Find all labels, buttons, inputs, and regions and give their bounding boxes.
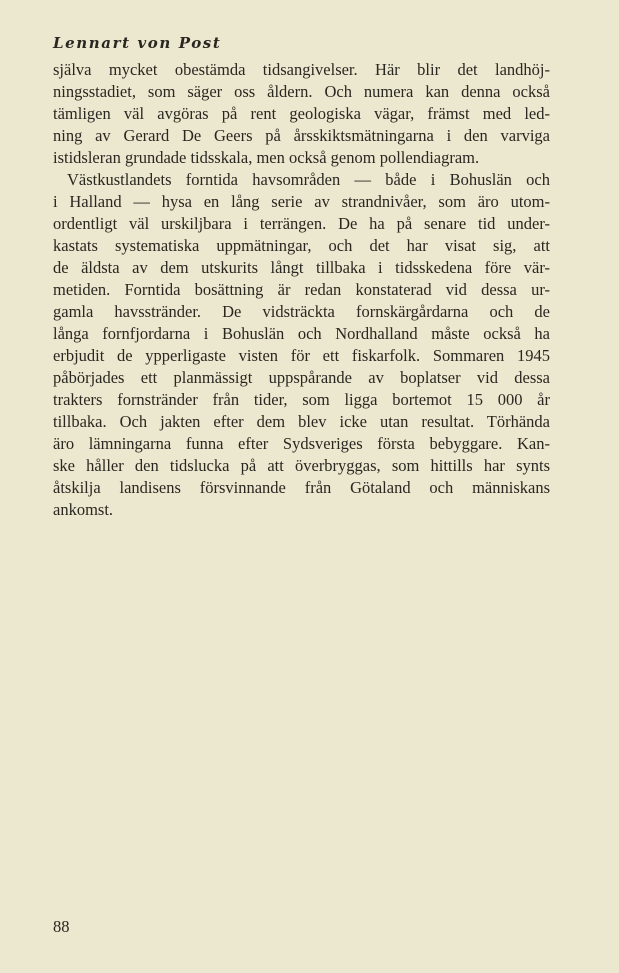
body-text	[53, 59, 550, 521]
text-line: gamla havsstränder. De vidsträckta fornskärgårdarna och de	[53, 302, 550, 321]
text-line: ning av Gerard De Geers på årsskiktsmätningarna i den varviga	[53, 126, 550, 145]
page-number: 88	[53, 917, 70, 936]
text-line: tämligen väl avgöras på rent geologiska vägar, främst med led-	[53, 104, 550, 123]
paragraph-start-line: Västkustlandets forntida havsområden — både i Bohuslän och	[67, 170, 550, 189]
text-line: äro lämningarna funna efter Sydsveriges första bebyggare. Kan-	[53, 434, 550, 453]
running-head: Lennart von Post	[53, 34, 222, 52]
text-line: ordentligt väl urskiljbara i terrängen. De ha på senare tid under-	[53, 214, 550, 233]
text-line: långa fornfjordarna i Bohuslän och Nordhalland måste också ha	[53, 324, 550, 343]
text-line: påbörjades ett planmässigt uppspårande av boplatser vid dessa	[53, 368, 550, 387]
text-line: trakters fornstränder från tider, som ligga bortemot 15 000 år	[53, 390, 550, 409]
text-line: åtskilja landisens försvinnande från Götaland och människans	[53, 478, 550, 497]
text-line: ske håller den tidslucka på att överbryggas, som hittills har synts	[53, 456, 550, 475]
text-line: tillbaka. Och jakten efter dem blev icke utan resultat. Törhända	[53, 412, 550, 431]
text-line: istidsleran grundade tidsskala, men också genom pollendiagram.	[53, 148, 480, 167]
text-line: i Halland — hysa en lång serie av strandnivåer, som äro utom-	[53, 192, 550, 211]
text-line: ankomst.	[53, 500, 114, 519]
text-line: metiden. Forntida bosättning är redan konstaterad vid dessa ur-	[53, 280, 550, 299]
text-line: de äldsta av dem utskurits långt tillbaka i tidsskedena före vär-	[53, 258, 550, 277]
text-line: själva mycket obestämda tidsangivelser. Här blir det landhöj-	[53, 60, 550, 79]
text-line: kastats systematiska uppmätningar, och det har visat sig, att	[53, 236, 550, 255]
text-line: ningsstadiet, som säger oss åldern. Och numera kan denna också	[53, 82, 550, 101]
text-line: erbjudit de ypperligaste visten för ett fiskarfolk. Sommaren 1945	[53, 346, 550, 365]
